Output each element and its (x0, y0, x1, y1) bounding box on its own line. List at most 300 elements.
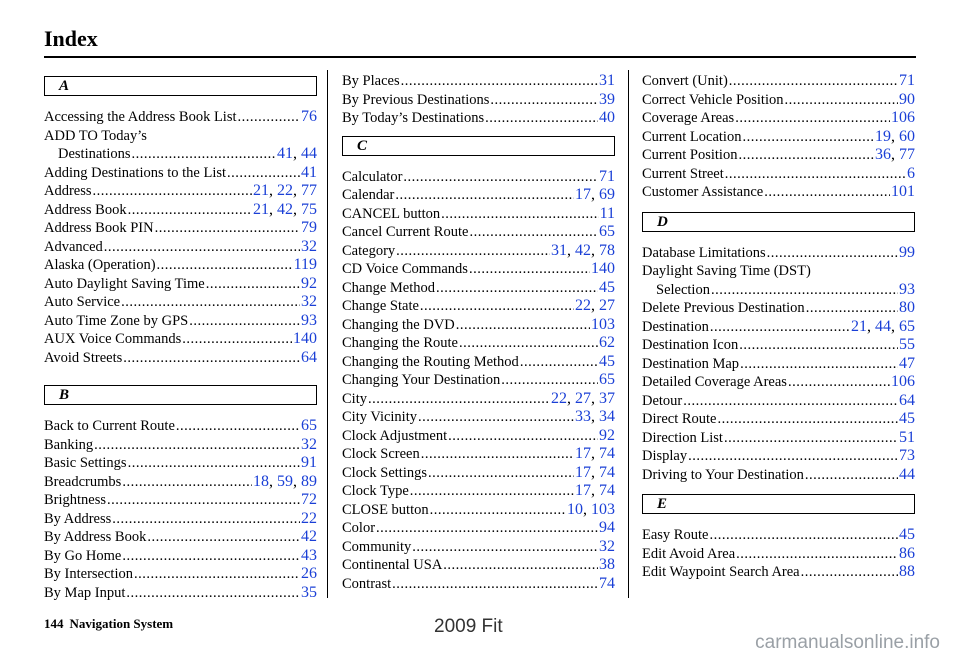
entry-label: Easy Route (642, 527, 709, 543)
index-entry (342, 223, 615, 242)
entry-label: CLOSE button (342, 501, 429, 518)
entry-label: Avoid Streets (44, 349, 123, 366)
page-link[interactable]: 11 (599, 204, 615, 222)
index-entry (642, 545, 915, 564)
entry-label: Changing the DVD (342, 316, 455, 333)
dot-leader (520, 353, 598, 372)
index-entry (642, 466, 915, 485)
page-link[interactable]: 69 (599, 186, 615, 203)
page-refs (301, 349, 317, 368)
index-entry (642, 336, 915, 355)
index-entry (44, 491, 317, 510)
entry-label: Edit Waypoint Search Area (642, 564, 800, 580)
page-link[interactable]: 65 (599, 371, 615, 388)
index-entry (642, 373, 915, 392)
index-entry (44, 219, 317, 238)
page-link[interactable]: 35 (301, 583, 317, 601)
page-link[interactable]: 39 (599, 90, 615, 108)
dot-leader (735, 109, 890, 128)
dot-leader (396, 242, 550, 261)
index-entry (642, 72, 915, 91)
index-entry (342, 168, 615, 187)
page-link[interactable]: 41 (301, 163, 317, 181)
entry-label: Change Method (342, 279, 436, 296)
page-refs (301, 565, 317, 584)
page-refs: 36, 77 (875, 146, 915, 163)
page-link[interactable]: 60 (899, 127, 915, 145)
page-link[interactable]: 18 (253, 472, 269, 490)
page-refs: 17, 69 (575, 186, 615, 203)
page-link[interactable]: 106 (891, 373, 915, 390)
page-link[interactable]: 6 (907, 164, 915, 182)
page-footer (44, 616, 173, 632)
page-link[interactable]: 78 (599, 241, 615, 259)
index-entry (44, 565, 317, 584)
dot-leader (123, 349, 300, 368)
page-refs (899, 429, 915, 448)
dot-leader (238, 108, 300, 127)
page-link[interactable]: 140 (293, 330, 317, 347)
index-entry (44, 164, 317, 183)
entry-label: Change State (342, 298, 419, 314)
page-refs (899, 466, 915, 485)
entry-label: CD Voice Commands (342, 261, 468, 277)
page-link[interactable]: 71 (899, 72, 915, 89)
index-entry (342, 109, 615, 128)
dot-leader (806, 299, 898, 318)
index-entry (44, 436, 317, 455)
page-refs (899, 355, 915, 374)
page-refs (301, 293, 317, 312)
dot-leader (206, 275, 300, 294)
dot-leader (441, 205, 598, 224)
page-link[interactable]: 31 (551, 241, 567, 259)
index-column-2 (342, 72, 615, 593)
entries-b (44, 417, 317, 602)
index-entry (642, 146, 915, 165)
page-link[interactable]: 55 (899, 336, 915, 353)
index-entry (44, 182, 317, 201)
index-entry (44, 127, 317, 146)
page-link[interactable]: 41 (277, 145, 293, 162)
page-refs (301, 219, 317, 238)
page-link[interactable]: 21 (851, 317, 867, 335)
entry-label: Banking (44, 436, 94, 453)
index-entry (342, 556, 615, 575)
page-link[interactable]: 103 (591, 500, 615, 518)
page-link[interactable]: 59 (277, 472, 293, 490)
page-refs (301, 528, 317, 547)
index-entry (642, 410, 915, 429)
column-divider (327, 70, 328, 598)
entries-e (642, 526, 915, 582)
page-refs (599, 223, 615, 242)
page-link[interactable]: 72 (301, 491, 317, 508)
dot-leader (459, 334, 598, 353)
index-entry (44, 584, 317, 603)
entry-label: Coverage Areas (642, 110, 735, 126)
dot-leader (710, 318, 850, 337)
page-refs (891, 109, 915, 128)
dot-leader (469, 223, 598, 242)
page-link[interactable]: 36 (875, 146, 891, 163)
dot-leader (104, 238, 300, 257)
page-link[interactable]: 17 (575, 482, 591, 499)
page-refs (899, 563, 915, 582)
page-refs (899, 336, 915, 355)
dot-leader (227, 164, 300, 183)
entry-label: Clock Adjustment (342, 427, 448, 444)
entry-label: Customer Assistance (642, 184, 764, 200)
page-refs (301, 164, 317, 183)
entry-label: Edit Avoid Area (642, 545, 736, 562)
page-link[interactable]: 92 (301, 274, 317, 292)
index-entry (44, 349, 317, 368)
index-entry (44, 293, 317, 312)
dot-leader (788, 373, 890, 392)
entry-label: By Address Book (44, 529, 147, 545)
entries-a (44, 108, 317, 367)
page-refs (599, 538, 615, 557)
page-link[interactable]: 44 (899, 465, 915, 483)
entries-b-continued (342, 72, 615, 128)
index-entry (342, 482, 615, 501)
page-refs: 19, 60 (875, 127, 915, 145)
entry-label: Clock Settings (342, 464, 427, 481)
entry-label: By Intersection (44, 566, 133, 582)
index-entry (44, 417, 317, 436)
entry-label: Changing the Routing Method (342, 353, 519, 370)
entry-label: By Previous Destinations (342, 91, 490, 108)
entry-label: Alaska (Operation) (44, 257, 156, 273)
page-link[interactable]: 77 (899, 146, 915, 163)
page-link[interactable]: 88 (899, 563, 915, 580)
page-link[interactable]: 32 (301, 293, 317, 310)
page-refs: 10, 103 (567, 500, 615, 518)
dot-leader (501, 371, 598, 390)
page-link[interactable]: 37 (599, 389, 615, 407)
page-link[interactable]: 42 (575, 241, 591, 259)
index-entry (44, 108, 317, 127)
page-link[interactable]: 45 (599, 352, 615, 370)
page-link[interactable]: 62 (599, 334, 615, 351)
page-refs: 33, 34 (575, 408, 615, 425)
entry-label: By Places (342, 73, 400, 89)
dot-leader (688, 447, 898, 466)
entry-label: City Vicinity (342, 409, 417, 425)
dot-leader (122, 547, 300, 566)
index-entry (642, 91, 915, 110)
entry-label: By Map Input (44, 584, 126, 601)
page-link[interactable]: 65 (301, 417, 317, 434)
page-link[interactable]: 44 (875, 317, 891, 335)
section-letter-d: D (642, 212, 915, 232)
dot-leader (376, 519, 598, 538)
page-link[interactable]: 74 (599, 463, 615, 481)
page-link[interactable]: 17 (575, 463, 591, 481)
page-link[interactable]: 64 (899, 391, 915, 409)
dot-leader (683, 392, 898, 411)
page-link[interactable]: 17 (575, 445, 591, 462)
entry-label: Destination Map (642, 355, 740, 372)
entry-label: Clock Type (342, 483, 409, 499)
page-link[interactable]: 43 (301, 546, 317, 564)
page-link[interactable]: 19 (875, 127, 891, 145)
entry-label: By Address (44, 510, 112, 527)
index-entry (342, 519, 615, 538)
page-link[interactable]: 103 (591, 315, 615, 333)
page-link[interactable]: 86 (899, 544, 915, 562)
page-link[interactable]: 74 (599, 482, 615, 499)
index-entry (642, 429, 915, 448)
page-refs (599, 353, 615, 372)
dot-leader (134, 565, 300, 584)
page-refs (599, 427, 615, 446)
dot-leader (395, 186, 574, 205)
page-link[interactable]: 32 (301, 435, 317, 453)
page-refs (599, 575, 615, 594)
page-link[interactable]: 80 (899, 299, 915, 316)
footer-section: Navigation System (69, 616, 174, 631)
dot-leader (738, 146, 874, 165)
page-link[interactable]: 75 (301, 200, 317, 218)
page-refs (899, 410, 915, 429)
page-link[interactable]: 71 (599, 167, 615, 185)
page-refs: 17, 74 (575, 463, 615, 481)
dot-leader (456, 316, 590, 335)
section-letter-a: A (44, 76, 317, 96)
dot-leader (490, 91, 598, 110)
page-link[interactable]: 93 (899, 280, 915, 298)
page-link[interactable]: 27 (599, 297, 615, 314)
index-entry (642, 299, 915, 318)
page-link[interactable]: 93 (301, 311, 317, 329)
page-link[interactable]: 51 (899, 428, 915, 446)
page-refs (591, 316, 615, 335)
entry-label: City (342, 390, 367, 407)
page-link[interactable]: 74 (599, 574, 615, 592)
entries-c (342, 168, 615, 594)
page-refs (599, 371, 615, 390)
page-refs (301, 275, 317, 294)
page-link[interactable]: 65 (599, 223, 615, 240)
entry-label: Database Limitations (642, 244, 766, 261)
dot-leader (157, 256, 293, 275)
page-link[interactable]: 27 (575, 389, 591, 407)
page-refs (599, 556, 615, 575)
entry-label: Calendar (342, 187, 395, 203)
page-link[interactable]: 90 (899, 90, 915, 108)
entry-label: Back to Current Route (44, 418, 175, 434)
page-link[interactable]: 42 (277, 200, 293, 218)
page-link[interactable]: 47 (899, 354, 915, 372)
section-letter-b: B (44, 385, 317, 405)
page-refs (301, 547, 317, 566)
page-refs (899, 545, 915, 564)
index-entry (342, 445, 615, 464)
page-link[interactable]: 73 (899, 447, 915, 464)
entry-label: Advanced (44, 238, 103, 255)
entry-label: Auto Daylight Saving Time (44, 275, 205, 292)
page-link[interactable]: 45 (899, 410, 915, 427)
index-entry (342, 575, 615, 594)
page-link[interactable]: 74 (599, 445, 615, 462)
entry-label: Display (642, 448, 688, 464)
page-link[interactable]: 140 (591, 260, 615, 277)
index-entry (342, 390, 615, 409)
entry-label: Calculator (342, 168, 403, 185)
page-refs: 31, 42, 78 (551, 241, 615, 259)
page-link[interactable]: 45 (899, 526, 915, 543)
page-refs: 18, 59, 89 (253, 472, 317, 490)
entry-label: Address (44, 183, 92, 199)
page-link[interactable]: 21 (253, 182, 269, 199)
page-refs: 41, 44 (277, 145, 317, 162)
entry-label: Destinations (58, 146, 131, 162)
entry-label: ADD TO Today’s (44, 127, 147, 144)
index-entry (342, 260, 615, 279)
dot-leader (729, 72, 898, 91)
page-link[interactable]: 40 (599, 109, 615, 126)
entry-label: Direction List (642, 429, 723, 446)
page-refs (899, 447, 915, 466)
dot-leader (764, 183, 890, 202)
dot-leader (132, 145, 277, 164)
entry-label: Daylight Saving Time (DST) (642, 263, 811, 279)
page-link[interactable]: 31 (599, 72, 615, 89)
page-link[interactable]: 22 (277, 182, 293, 199)
page-refs: 22, 27 (575, 297, 615, 314)
index-entry (342, 297, 615, 316)
page-refs: 17, 74 (575, 445, 615, 462)
entry-label: CANCEL button (342, 205, 441, 222)
dot-leader (421, 445, 574, 464)
page-link[interactable]: 77 (301, 182, 317, 199)
page-link[interactable]: 22 (301, 509, 317, 527)
entries-d (642, 244, 915, 485)
entry-label: Auto Time Zone by GPS (44, 312, 189, 329)
dot-leader (724, 429, 898, 448)
dot-leader (436, 279, 598, 298)
index-entry (642, 563, 915, 582)
dot-leader (412, 538, 598, 557)
dot-leader (112, 510, 300, 529)
page-refs: 21, 42, 75 (253, 200, 317, 218)
page-refs (899, 299, 915, 318)
entry-label: Basic Settings (44, 455, 127, 471)
index-entry (642, 318, 915, 337)
page-link[interactable]: 32 (599, 537, 615, 555)
page-link[interactable]: 32 (301, 237, 317, 255)
dot-leader (718, 410, 899, 429)
index-entry (44, 256, 317, 275)
dot-leader (189, 312, 300, 331)
page-refs (899, 281, 915, 300)
dot-leader (93, 182, 252, 201)
index-entry (342, 242, 615, 261)
page-refs (301, 436, 317, 455)
page-refs (599, 109, 615, 128)
index-entry (342, 279, 615, 298)
dot-leader (122, 473, 252, 492)
dot-leader (128, 454, 300, 473)
index-entry (642, 244, 915, 263)
dot-leader (709, 526, 898, 545)
model-watermark: 2009 Fit (434, 616, 503, 637)
page-link[interactable]: 45 (599, 278, 615, 296)
dot-leader (711, 281, 898, 300)
entry-label: By Go Home (44, 547, 122, 564)
page-link[interactable]: 91 (301, 454, 317, 471)
index-entry (44, 275, 317, 294)
dot-leader (740, 355, 898, 374)
page-link[interactable]: 119 (293, 256, 317, 273)
entry-label: Destination (642, 318, 709, 335)
dot-leader (392, 575, 598, 594)
dot-leader (121, 293, 300, 312)
entry-label: Continental USA (342, 557, 443, 573)
page-link[interactable]: 34 (599, 408, 615, 425)
page-link[interactable]: 89 (301, 472, 317, 490)
page-link[interactable]: 33 (575, 408, 591, 425)
page-link[interactable]: 92 (599, 426, 615, 444)
page-refs (899, 72, 915, 91)
index-entry (642, 128, 915, 147)
dot-leader (767, 244, 898, 263)
page-link[interactable]: 21 (253, 200, 269, 218)
page-refs (907, 165, 915, 184)
page-refs (891, 183, 915, 202)
page-link[interactable]: 64 (301, 348, 317, 366)
index-entry (642, 281, 915, 300)
index-entry (44, 454, 317, 473)
dot-leader (725, 165, 906, 184)
page-link[interactable]: 106 (891, 109, 915, 126)
page-link[interactable]: 22 (575, 297, 591, 314)
page-link[interactable]: 79 (301, 219, 317, 236)
page-refs (899, 244, 915, 263)
page-link[interactable]: 44 (301, 145, 317, 162)
page-refs (293, 330, 317, 349)
page-link[interactable]: 38 (599, 556, 615, 573)
index-entry (44, 510, 317, 529)
page-link[interactable]: 10 (567, 500, 583, 518)
dot-leader (739, 336, 898, 355)
page-link[interactable]: 22 (551, 389, 567, 407)
page-link[interactable]: 17 (575, 186, 591, 203)
page-link[interactable]: 65 (899, 317, 915, 335)
dot-leader (801, 563, 898, 582)
page-link[interactable]: 101 (891, 183, 915, 200)
dot-leader (401, 72, 598, 91)
entry-label: Driving to Your Destination (642, 466, 804, 483)
page-refs (301, 454, 317, 473)
index-entry (342, 334, 615, 353)
dot-leader (182, 330, 292, 349)
page-link[interactable]: 26 (301, 565, 317, 582)
page-refs (891, 373, 915, 392)
entry-label: Category (342, 242, 396, 259)
page-link[interactable]: 76 (301, 108, 317, 125)
page-link[interactable]: 99 (899, 243, 915, 261)
page-link[interactable]: 94 (599, 519, 615, 536)
section-letter-c: C (342, 136, 615, 156)
page-link[interactable]: 42 (301, 528, 317, 545)
dot-leader (368, 390, 550, 409)
entry-label: Auto Service (44, 294, 121, 310)
dot-leader (176, 417, 300, 436)
index-entry (44, 473, 317, 492)
